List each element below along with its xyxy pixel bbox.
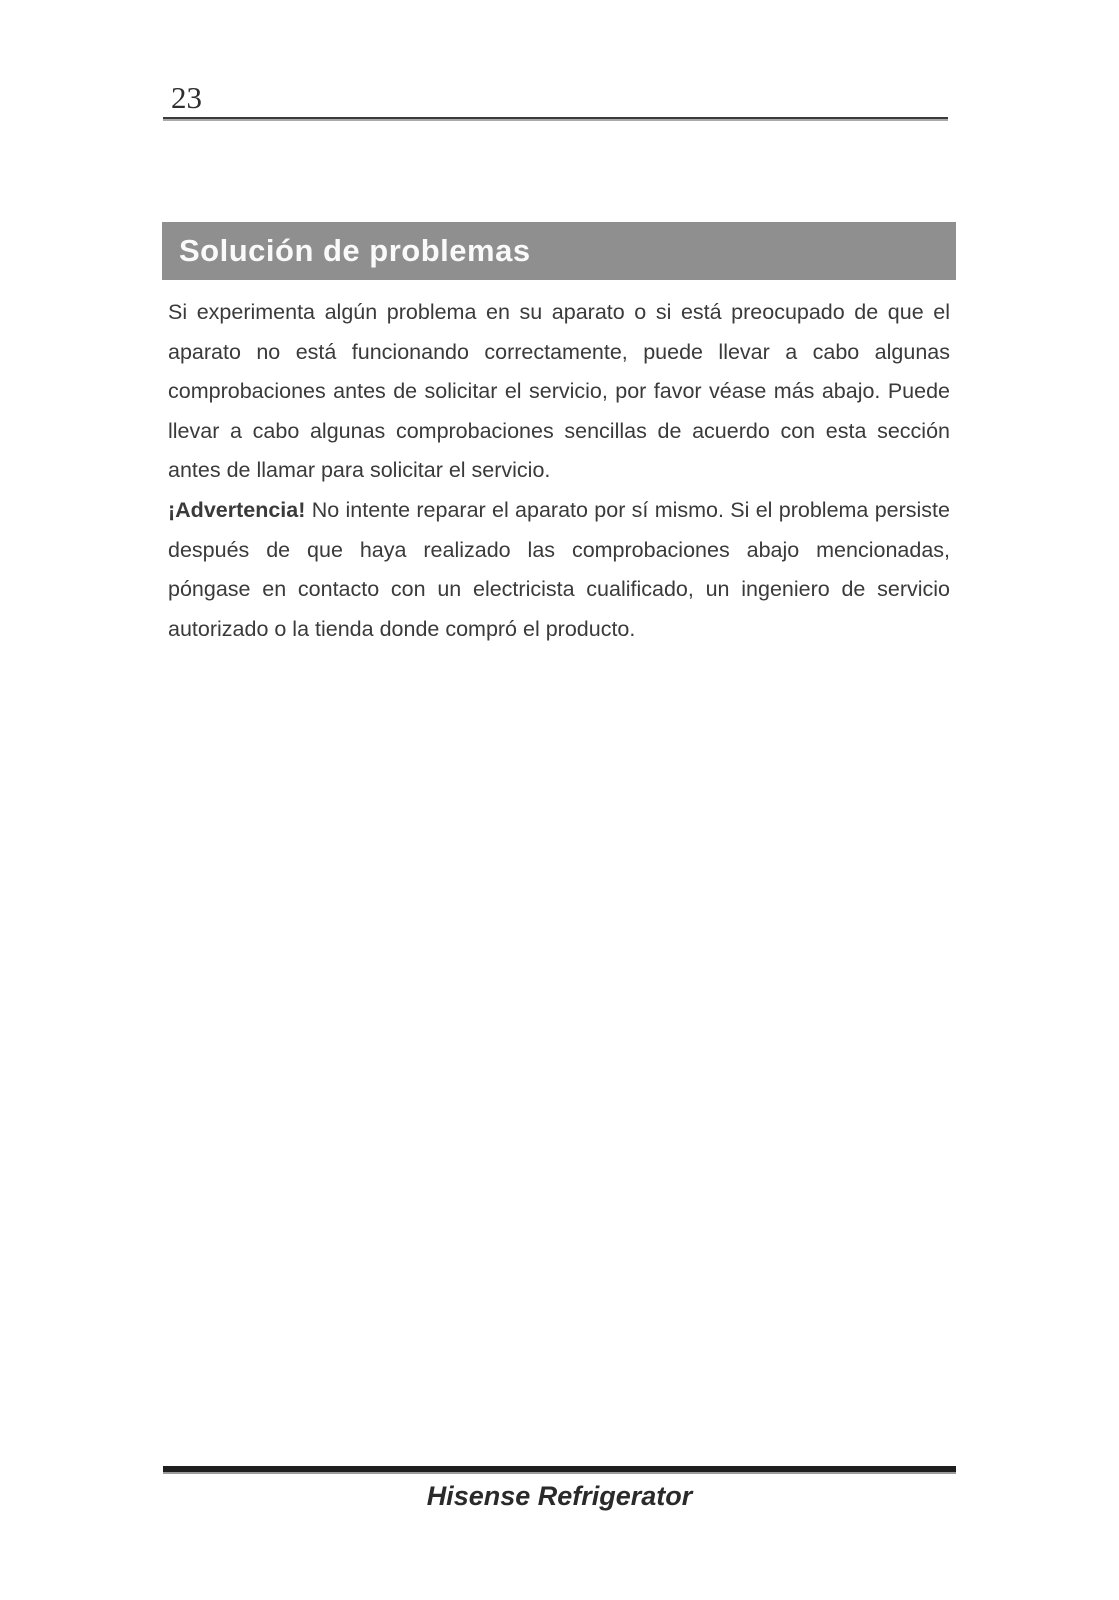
footer-divider (163, 1466, 956, 1474)
header-divider (163, 117, 948, 121)
footer-brand: Hisense Refrigerator (426, 1481, 693, 1511)
body-text (168, 293, 950, 649)
section-title: Solución de problemas (179, 233, 531, 268)
intro-paragraph: Si experimenta algún problema en su aparato o si está preocupado de que el aparato no está funcionando correctamente, puede llevar a cabo algunas comprobaciones antes de solicitar el servicio, por favor véase más abajo. Puede llevar a cabo algunas comprobaciones sencillas de acuerdo con esta sección antes de llamar para solicitar el servicio. (168, 300, 950, 483)
warning-label: ¡Advertencia! (168, 497, 306, 522)
section-title-bar (162, 222, 956, 280)
warning-text: No intente reparar el aparato por sí mismo. Si el problema persiste después de que haya realizado las comprobaciones abajo mencionadas, póngase en contacto con un electricista cualificado, un ingeniero de servicio autorizado o la tienda donde compró el producto. (168, 497, 950, 641)
page-number: 23 (171, 80, 202, 115)
warning-paragraph (168, 491, 950, 649)
